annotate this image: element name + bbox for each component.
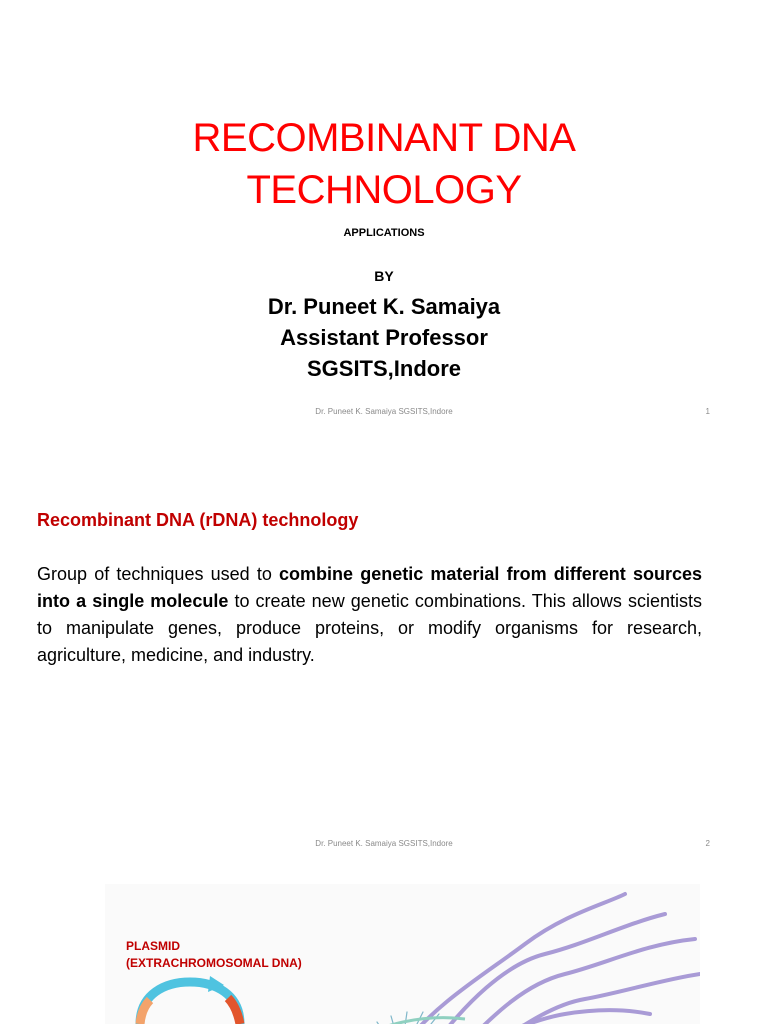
slide-3	[0, 864, 768, 1024]
slide-title	[0, 112, 768, 216]
para-rest: to create new genetic combinations. This allows scientists to manipulate genes, produce proteins, or modify organisms for research, agriculture, medicine, and industry.	[37, 591, 703, 665]
section-heading: Recombinant DNA (rDNA) technology	[37, 510, 359, 530]
author-org: SGSITS,Indore	[306, 356, 462, 381]
para-emphasis: combine genetic material from different sources into a single molecule	[37, 564, 702, 611]
slide-footer: Dr. Puneet K. Samaiya SGSITS,Indore	[315, 407, 453, 416]
title-line-1: RECOMBINANT DNA	[192, 116, 576, 160]
plasmid-label-line-1: PLASMID	[126, 939, 180, 953]
title-line-2: TECHNOLOGY	[246, 168, 522, 212]
para-intro: Group of techniques used to	[37, 564, 280, 584]
by-label: BY	[374, 268, 394, 284]
author-block	[0, 291, 768, 384]
slide-1	[0, 0, 768, 432]
slide-subtitle: APPLICATIONS	[343, 227, 425, 239]
plasmid-diagram	[0, 864, 768, 1024]
definition-paragraph	[37, 561, 702, 669]
plasmid-label-line-2: (EXTRACHROMOSOMAL DNA)	[126, 956, 302, 970]
author-title: Assistant Professor	[280, 325, 488, 350]
author-name: Dr. Puneet K. Samaiya	[267, 294, 501, 319]
slide-footer: Dr. Puneet K. Samaiya SGSITS,Indore	[315, 839, 453, 848]
page-number: 2	[705, 839, 710, 848]
page-number: 1	[705, 407, 710, 416]
plasmid-ring	[140, 982, 240, 1024]
slide-2	[0, 432, 768, 864]
